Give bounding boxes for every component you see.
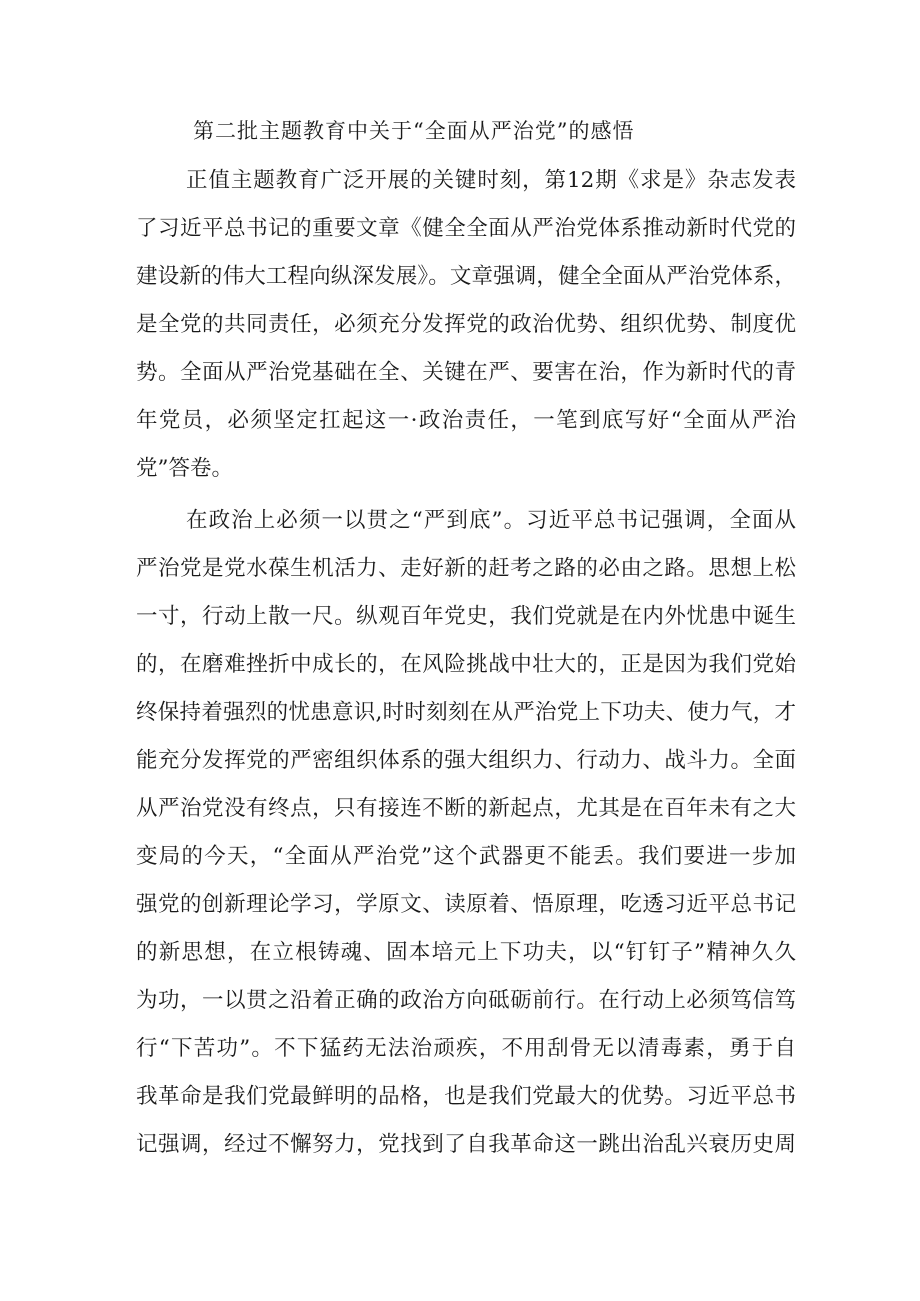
paragraph-line: 记强调，经过不懈努力，党找到了自我革命这一跳出治乱兴衰历史周 [136, 1132, 796, 1157]
paragraph-line: 党”答卷。 [136, 456, 233, 481]
paragraph-line: 终保持着强烈的忧患意识,时时刻刻在从严治党上下功夫、使力气，才 [136, 700, 796, 725]
paragraph-line: 一寸，行动上散一尺。纵观百年党史，我们党就是在内外忧患中诞生 [136, 604, 796, 629]
paragraph-line: 的，在磨难挫折中成长的，在风险挑战中壮大的，正是因为我们党始 [136, 652, 796, 677]
paragraph-line: 严治党是党水葆生机活力、走好新的赶考之路的必由之路。思想上松 [136, 556, 796, 581]
paragraph-line: 正值主题教育广泛开展的关键时刻，第12期《求是》杂志发表 [186, 168, 796, 193]
paragraph-line: 势。全面从严治党基础在全、关键在严、要害在治，作为新时代的青 [136, 360, 796, 385]
paragraph-line: 变局的今天，“全面从严治党”这个武器更不能丢。我们要进一步加 [136, 844, 796, 869]
paragraph-line: 是全党的共同责任，必须充分发挥党的政治优势、组织优势、制度优 [136, 312, 796, 337]
document-title: 第二批主题教育中关于“全面从严治党”的感悟 [193, 119, 635, 143]
paragraph-line: 在政治上必须一以贯之“严到底”。习近平总书记强调，全面从 [186, 508, 796, 533]
paragraph-line: 建设新的伟大工程向纵深发展》。文章强调，健全全面从严治党体系， [136, 264, 796, 289]
paragraph-line: 年党员，必须坚定扛起这一·政治责任，一笔到底写好“全面从严治 [136, 408, 796, 433]
paragraph-line: 能充分发挥党的严密组织体系的强大组织力、行动力、战斗力。全面 [136, 748, 796, 773]
paragraph-line: 强党的创新理论学习，学原文、读原着、悟原理，吃透习近平总书记 [136, 892, 796, 917]
paragraph-line: 了习近平总书记的重要文章《健全全面从严治党体系推动新时代党的 [136, 216, 796, 241]
paragraph-line: 为功，一以贯之沿着正确的政治方向砥砺前行。在行动上必须笃信笃 [136, 988, 796, 1013]
paragraph-line: 从严治党没有终点，只有接连不断的新起点，尤其是在百年未有之大 [136, 796, 796, 821]
paragraph-line: 我革命是我们党最鲜明的品格，也是我们党最大的优势。习近平总书 [136, 1084, 796, 1109]
paragraph-line: 的新思想，在立根铸魂、固本培元上下功夫，以“钉钉子”精神久久 [136, 940, 796, 965]
paragraph-line: 行“下苦功”。不下猛药无法治顽疾，不用刮骨无以清毒素，勇于自 [136, 1036, 796, 1061]
